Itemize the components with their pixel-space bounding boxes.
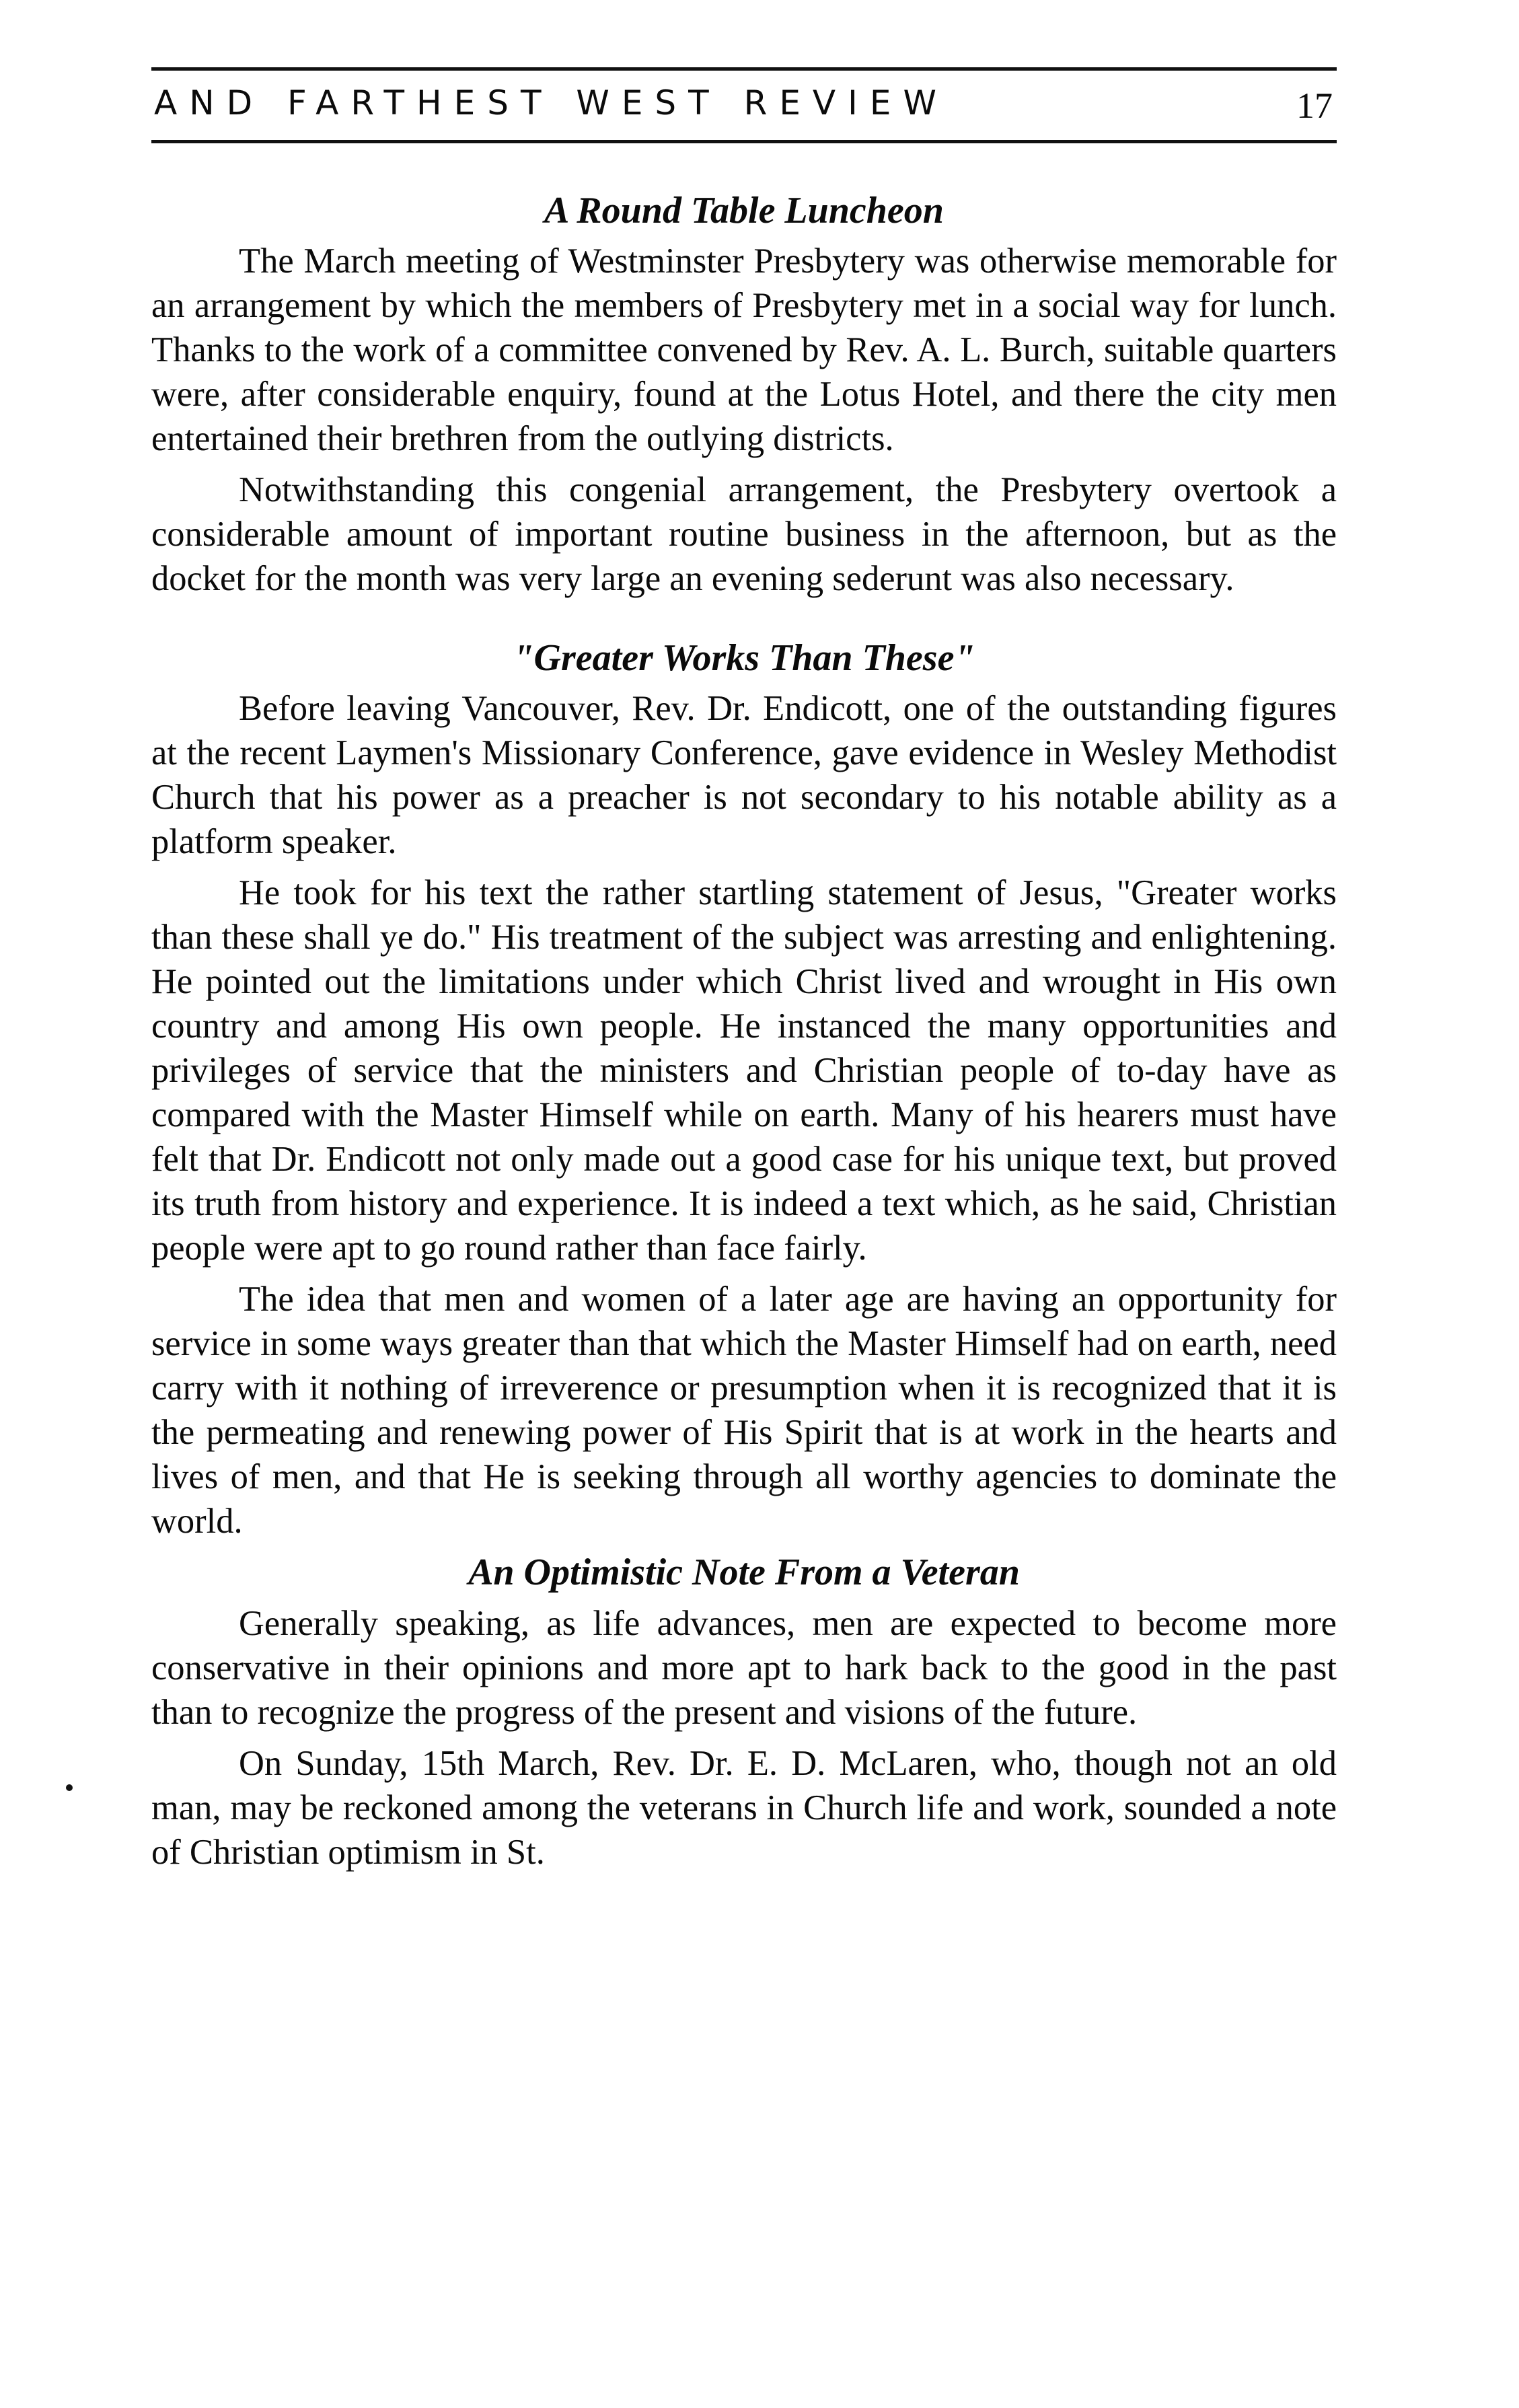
page-number: 17 [1296,85,1333,126]
paragraph: He took for his text the rather startling statement of Jesus, "Greater works than these shall ye do." His treatment of the subject was arresting and enlightening. He pointed out the limitations under which Christ lived and wrought in His own country and among His own people. He instanced the many opportunities and privileges of service that the ministers and Christian people of to-day have as compared with the Master Himself while on earth. Many of his hearers must have felt that Dr. Endicott not only made out a good case for his unique text, but proved its truth from history and experience. It is indeed a text which, as he said, Christian people were apt to go round rather than face fairly. [151,873,1337,1268]
paragraph: Before leaving Vancouver, Rev. Dr. Endicott, one of the outstanding figures at the recent Laymen's Missionary Conference, gave evidence in Wesley Methodist Church that his power as a preacher is not secondary to his notable ability as a platform speaker. [151,689,1337,862]
header-rule-top [151,67,1337,71]
running-header [151,67,1337,148]
paragraph: Notwithstanding this congenial arrangement, the Presbytery overtook a considerable amount of important routine business in the afternoon, but as the docket for the month was very large an evening sederunt was also necessary. [151,470,1337,599]
section-title: "Greater Works Than These" [513,637,975,680]
paragraph: The March meeting of Westminster Presbytery was otherwise memorable for an arrangement by which the members of Presbytery met in a social way for lunch. Thanks to the work of a committee convened by Rev. A. L. Burch, suitable quarters were, after considerable enquiry, found at the Lotus Hotel, and there the city men entertained their brethren from the outlying districts. [151,242,1337,459]
paragraph: On Sunday, 15th March, Rev. Dr. E. D. McLaren, who, though not an old man, may be reckoned among the veterans in Church life and work, sounded a note of Christian optimism in St. [151,1743,1337,1872]
paragraph: The idea that men and women of a later age are having an opportunity for service in some ways greater than that which the Master Himself had on earth, need carry with it nothing of irreverence or presumption when it is recognized that it is the permeating and renewing power of His Spirit that is at work in the hearts and lives of men, and that He is seeking through all worthy agencies to dominate the world. [151,1280,1337,1541]
article-body [151,188,1337,1881]
header-title: AND FARTHEST WEST REVIEW [154,83,949,122]
section-greater-works [151,636,1337,1543]
margin-dot [66,1784,73,1791]
header-rule-bottom [151,140,1337,143]
paragraph: Generally speaking, as life advances, men are expected to become more conservative in their opinions and more apt to hark back to the good in the past than to recognize the progress of the present and visions of the future. [151,1603,1337,1732]
section-optimistic-note [151,1550,1337,1874]
section-title: A Round Table Luncheon [544,190,944,231]
section-title: An Optimistic Note From a Veteran [468,1552,1020,1594]
section-round-table-luncheon [151,188,1337,601]
